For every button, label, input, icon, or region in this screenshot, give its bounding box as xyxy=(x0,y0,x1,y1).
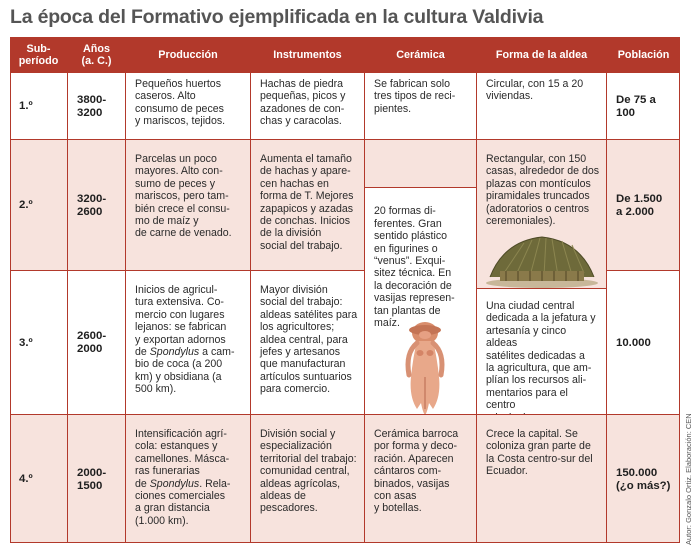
row4-aldea: Crece la capital. Se coloniza gran parte de la Costa centro-sur del Ecuador. xyxy=(477,414,606,543)
row3-instrumentos: Mayor división social del trabajo: aldeas satélites para los agricultores; aldea central, para jefes y artesanos que manufacturan artículos suntuarios para comercio. xyxy=(251,270,364,414)
row3-anos xyxy=(68,270,125,414)
row2-instrumentos: Aumenta el tamaño de hachas y apare- cen hachas en forma de T. Mejores zapapicos y azadas de conchas. Inicios de la división social del trabajo. xyxy=(251,139,364,270)
row4-anos-text: 2000- 1500 xyxy=(77,466,107,492)
grid-line xyxy=(477,288,606,289)
grid-line xyxy=(606,270,680,271)
row2-subperiodo-text: 2.º xyxy=(19,199,33,211)
grid-line xyxy=(364,37,365,543)
row1-poblacion-text: De 75 a 100 xyxy=(616,93,656,119)
hut-image xyxy=(484,233,600,289)
grid-line xyxy=(10,72,680,73)
grid-line xyxy=(10,414,680,415)
row1-subperiodo xyxy=(10,72,67,139)
row4-instrumentos: División social y especialización territorial del trabajo: comunidad central, aldeas agrícolas, aldeas de pescadores. xyxy=(251,414,364,543)
grid-line xyxy=(250,37,251,543)
row2-anos-text: 3200- 2600 xyxy=(77,192,107,218)
row3-produccion-spondylus: Spondylus xyxy=(149,346,200,359)
header-ceramica: Cerámica xyxy=(365,37,476,72)
grid-line xyxy=(365,187,476,188)
grid-line xyxy=(125,37,126,543)
grid-line xyxy=(10,139,680,140)
grid-line xyxy=(679,37,680,543)
row1-poblacion xyxy=(607,72,680,139)
grid-line xyxy=(10,37,11,543)
grid-line xyxy=(10,270,365,271)
row4-produccion-text-a: Intensificación agrí- cola: estanques y camellones. Másca- ras funerarias de xyxy=(135,428,230,490)
row4-produccion-spondylus: Spondylus xyxy=(149,477,200,490)
row4-poblacion xyxy=(607,414,680,543)
header-produccion: Producción xyxy=(126,37,250,72)
row2-subperiodo xyxy=(10,139,67,270)
row1-ceramica: Se fabrican solo tres tipos de reci- pientes. xyxy=(365,72,476,139)
header-instrumentos: Instrumentos xyxy=(251,37,364,72)
row4-anos xyxy=(68,414,125,543)
page-title: La época del Formativo ejemplificada en la cultura Valdivia xyxy=(10,6,544,28)
ceramica-merged-text: 20 formas di- ferentes. Gran sentido plástico en figurines o “venus”. Exqui- sitez técnica. En la decoración de vasijas represen- tan plantas de maíz. xyxy=(374,205,455,330)
grid-line xyxy=(10,37,680,39)
row1-anos xyxy=(68,72,125,139)
grid-line xyxy=(606,37,607,543)
row3-produccion xyxy=(126,270,250,414)
row3-produccion-text-b: a cam- bio de coca (a 200 km) y obsidiana (a 500 km). xyxy=(135,346,235,396)
row3-poblacion xyxy=(607,270,680,414)
header-anos: Años (a. C.) xyxy=(68,37,125,72)
row4-subperiodo-text: 4.º xyxy=(19,473,33,485)
row4-subperiodo xyxy=(10,414,67,543)
row3-aldea: Una ciudad central dedicada a la jefatura y artesanía y cinco aldeas satélites dedicadas a la agricultura, que am- plían los recursos ali- mentarios para el centro xyxy=(477,288,606,414)
row1-produccion: Pequeños huertos caseros. Alto consumo de peces y mariscos, tejidos. xyxy=(126,72,250,139)
row4-produccion-text-b: . Rela- ciones comerciales a gran distancia (1.000 km). xyxy=(135,477,231,527)
header-subperiodo: Sub- período xyxy=(10,37,67,72)
header-aldea: Forma de la aldea xyxy=(477,37,606,72)
row3-poblacion-text: 10.000 xyxy=(616,336,651,349)
row2-poblacion-text: De 1.500 a 2.000 xyxy=(616,192,663,218)
row1-aldea: Circular, con 15 a 20 viviendas. xyxy=(477,72,606,139)
row3-subperiodo xyxy=(10,270,67,414)
row2-produccion: Parcelas un poco mayores. Alto con- sumo de peces y mariscos, pero tam- bién crece el consu- mo de maíz y de carne de venado. xyxy=(126,139,250,270)
row2-anos xyxy=(68,139,125,270)
row1-subperiodo-text: 1.º xyxy=(19,100,33,112)
grid-line xyxy=(67,37,68,543)
grid-line xyxy=(476,37,477,543)
row4-produccion xyxy=(126,414,250,543)
grid-line xyxy=(10,542,680,543)
header-poblacion: Población xyxy=(607,37,680,72)
row1-anos-text: 3800- 3200 xyxy=(77,93,107,119)
venus-figurine-image xyxy=(395,317,455,419)
row1-instrumentos: Hachas de piedra pequeñas, picos y azadones de con- chas y caracolas. xyxy=(251,72,364,139)
formativo-table xyxy=(10,37,680,543)
row2-poblacion xyxy=(607,139,680,270)
row3-anos-text: 2600- 2000 xyxy=(77,330,107,355)
row4-ceramica: Cerámica barroca por forma y deco- ración. Aparecen cántaros com- binados, vasijas con asas y botellas. xyxy=(365,414,476,543)
row2-ceramica-top xyxy=(365,139,476,187)
row3-produccion-text-a: Inicios de agricul- tura extensiva. Co- mercio con lugares lejanos: se fabrican y exportan adornos de xyxy=(135,284,227,359)
row2-aldea: Rectangular, con 150 casas, alrededor de dos plazas con montículos piramidales truncados (adoratorios o centros ceremoniales). xyxy=(477,139,606,270)
row3-subperiodo-text: 3.º xyxy=(19,336,33,349)
row4-poblacion-text: 150.000 (¿o más?) xyxy=(616,466,671,492)
author-credit: Autor: Gonzalo Ortiz. Elaboración: CEN xyxy=(684,413,693,545)
